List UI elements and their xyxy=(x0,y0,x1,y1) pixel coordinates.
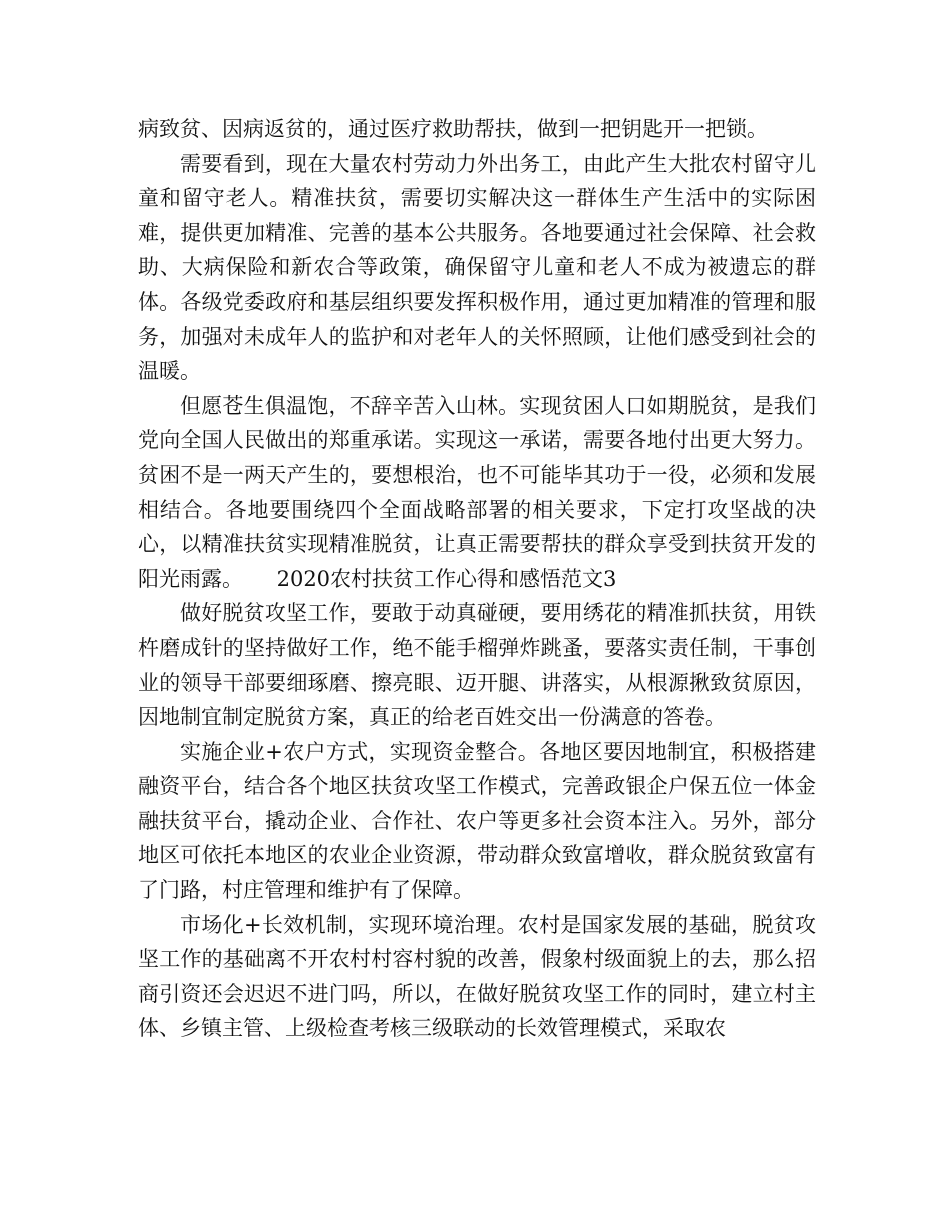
document-page xyxy=(138,112,816,1046)
paragraph-3-text: 但愿苍生俱温饱，不辞辛苦入山林。实现贫困人口如期脱贫，是我们党向全国人民做出的郑重承诺。实现这一承诺，需要各地付出更大努力。贫困不是一两天产生的，要想根治，也不可能毕其功于一役，必须和发展相结合。各地要围绕四个全面战略部署的相关要求，下定打攻坚战的决心，以精准扶贫实现精准脱贫，让真正需要帮扶的群众享受到扶贫开发的阳光雨露。 xyxy=(138,393,816,591)
paragraph-5: 实施企业+农户方式，实现资金整合。各地区要因地制宜，积极搭建融资平台，结合各个地区扶贫攻坚工作模式，完善政银企户保五位一体金融扶贫平台，撬动企业、合作社、农户等更多社会资本注入。另外，部分地区可依托本地区的农业企业资源，带动群众致富增收，群众脱贫致富有了门路，村庄管理和维护有了保障。 xyxy=(138,739,816,903)
paragraph-1: 病致贫、因病返贫的，通过医疗救助帮扶，做到一把钥匙开一把锁。 xyxy=(138,117,768,141)
paragraph-4: 做好脱贫攻坚工作，要敢于动真碰硬，要用绣花的精准抓扶贫，用铁杵磨成针的坚持做好工作，绝不能手榴弹炸跳蚤，要落实责任制，干事创业的领导干部要细琢磨、擦亮眼、迈开腿、讲落实，从根源揪致贫原因，因地制宜制定脱贫方案，真正的给老百姓交出一份满意的答卷。 xyxy=(138,601,816,730)
paragraph-6: 市场化+长效机制，实现环境治理。农村是国家发展的基础，脱贫攻坚工作的基础离不开农村村容村貌的改善，假象村级面貌上的去，那么招商引资还会迟迟不进门吗，所以，在做好脱贫攻坚工作的同时，建立村主体、乡镇主管、上级检查考核三级联动的长效管理模式，采取农 xyxy=(138,912,816,1041)
paragraph-3 xyxy=(138,389,816,597)
paragraph-2: 需要看到，现在大量农村劳动力外出务工，由此产生大批农村留守儿童和留守老人。精准扶贫，需要切实解决这一群体生产生活中的实际困难，提供更加精准、完善的基本公共服务。各地要通过社会保障、社会救助、大病保险和新农合等政策，确保留守儿童和老人不成为被遗忘的群体。各级党委政府和基层组织要发挥积极作用，通过更加精准的管理和服务，加强对未成年人的监护和对老年人的关怀照顾，让他们感受到社会的温暖。 xyxy=(138,151,816,384)
section-heading: 2020农村扶贫工作心得和感悟范文3 xyxy=(276,566,617,591)
